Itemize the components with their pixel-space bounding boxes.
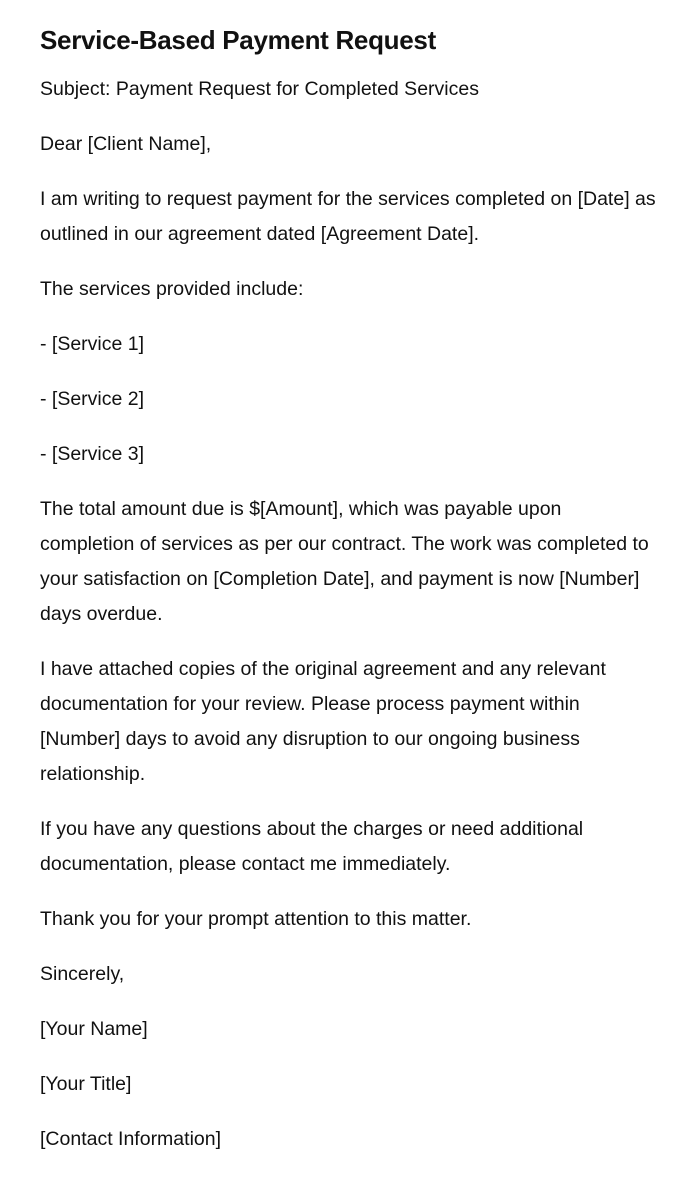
body-paragraph: The total amount due is $[Amount], which was payable upon completion of services as per our contract. The work was completed to your satisfaction on [Completion Date], and payment is now [Number] days overdue. [40,498,649,625]
body-paragraph: Thank you for your prompt attention to this matter. [40,908,472,930]
signature-title: [Your Title] [40,1073,132,1095]
signature-contact: [Contact Information] [40,1128,222,1150]
service-list-item: - [Service 3] [40,443,145,465]
signature-name: [Your Name] [40,1018,148,1040]
document-title: Service-Based Payment Request [40,25,436,55]
service-list-item: - [Service 1] [40,333,145,355]
body-paragraph: The services provided include: [40,278,304,300]
service-list-item: - [Service 2] [40,388,145,410]
subject-line: Subject: Payment Request for Completed Services [40,78,479,100]
body-paragraph: I have attached copies of the original agreement and any relevant documentation for your review. Please process payment within [Number] days to avoid any disruption to our ongoing business relationship. [40,658,606,785]
body-paragraph: If you have any questions about the charges or need additional documentation, please contact me immediately. [40,818,584,875]
closing: Sincerely, [40,963,125,985]
body-paragraph: I am writing to request payment for the services completed on [Date] as outlined in our agreement dated [Agreement Date]. [40,188,656,245]
salutation: Dear [Client Name], [40,133,212,155]
